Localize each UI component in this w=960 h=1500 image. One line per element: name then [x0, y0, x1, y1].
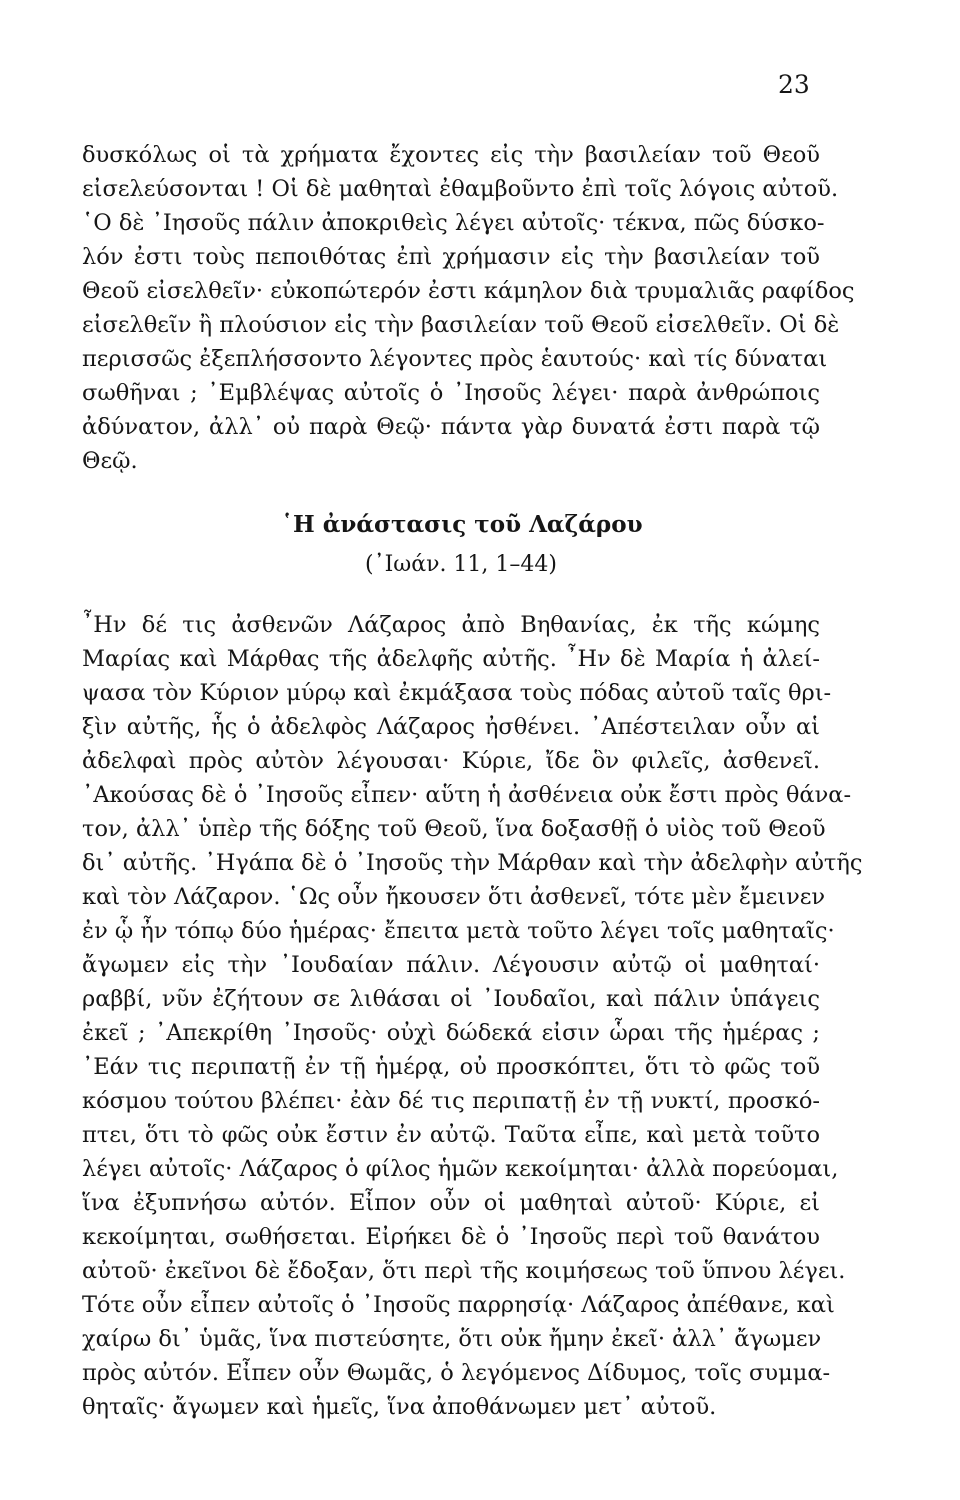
text-line: ᾿Εάν τις περιπατῇ ἐν τῇ ἡμέρᾳ, οὐ προσκόπτει, ὅτι τὸ φῶς τοῦ — [82, 1054, 820, 1080]
text-line: περισσῶς ἐξεπλήσσοντο λέγοντες πρὸς ἑαυτούς· καὶ τίς δύναται — [82, 346, 828, 372]
text-line: ἵνα ἐξυπνήσω αὐτόν. Εἶπον οὖν οἱ μαθηταὶ αὐτοῦ· Κύριε, εἰ — [82, 1190, 820, 1216]
page-number: 23 — [778, 70, 810, 99]
text-line: ῾Ο δὲ ᾿Ιησοῦς πάλιν ἀποκριθεὶς λέγει αὐτοῖς· τέκνα, πῶς δύσκο- — [82, 210, 825, 236]
text-line: ραββί, νῦν ἐζήτουν σε λιθάσαι οἱ ᾿Ιουδαῖοι, καὶ πάλιν ὑπάγεις — [82, 986, 820, 1012]
text-line: τον, ἀλλ᾿ ὑπὲρ τῆς δόξης τοῦ Θεοῦ, ἵνα δοξασθῇ ὁ υἱὸς τοῦ Θεοῦ — [82, 816, 826, 842]
text-line: λέγει αὐτοῖς· Λάζαρος ὁ φίλος ἡμῶν κεκοίμηται· ἀλλὰ πορεύομαι, — [82, 1156, 839, 1182]
text-line: θηταῖς· ἄγωμεν καὶ ἡμεῖς, ἵνα ἀποθάνωμεν μετ᾿ αὐτοῦ. — [82, 1394, 717, 1420]
text-line: ξὶν αὐτῆς, ἧς ὁ ἀδελφὸς Λάζαρος ἠσθένει. ᾿Απέστειλαν οὖν αἱ — [82, 714, 820, 740]
text-line: Θεῷ. — [82, 448, 138, 474]
text-line: ἐν ᾧ ἦν τόπῳ δύο ἡμέρας· ἔπειτα μετὰ τοῦτο λέγει τοῖς μαθηταῖς· — [82, 918, 835, 944]
scripture-reference-text: (᾿Ιωάν. 11, 1–44) — [365, 552, 557, 577]
text-line: λόν ἐστι τοὺς πεποιθότας ἐπὶ χρήμασιν εἰς τὴν βασιλείαν τοῦ — [82, 244, 820, 270]
text-line: εἰσελεύσονται ! Οἱ δὲ μαθηταὶ ἐθαμβοῦντο ἐπὶ τοῖς λόγοις αὐτοῦ. — [82, 176, 839, 202]
text-line: ᾿Ακούσας δὲ ὁ ᾿Ιησοῦς εἶπεν· αὕτη ἡ ἀσθένεια οὐκ ἔστι πρὸς θάνα- — [82, 782, 852, 808]
text-line: χαίρω δι᾿ ὑμᾶς, ἵνα πιστεύσητε, ὅτι οὐκ ἤμην ἐκεῖ· ἀλλ᾿ ἄγωμεν — [82, 1326, 822, 1352]
text-line: πρὸς αὐτόν. Εἶπεν οὖν Θωμᾶς, ὁ λεγόμενος Δίδυμος, τοῖς συμμα- — [82, 1360, 831, 1386]
body-paragraph — [82, 608, 863, 1424]
text-line: ῏Ην δέ τις ἀσθενῶν Λάζαρος ἀπὸ Βηθανίας, ἐκ τῆς κώμης — [82, 612, 820, 638]
text-line: Θεοῦ εἰσελθεῖν· εὐκοπώτερόν ἐστι κάμηλον διὰ τρυμαλιᾶς ραφίδος — [82, 278, 855, 304]
text-line: αὐτοῦ· ἐκεῖνοι δὲ ἔδοξαν, ὅτι περὶ τῆς κοιμήσεως τοῦ ὕπνου λέγει. — [82, 1258, 846, 1284]
text-line: δυσκόλως οἱ τὰ χρήματα ἔχοντες εἰς τὴν βασιλείαν τοῦ Θεοῦ — [82, 142, 820, 168]
text-line: καὶ τὸν Λάζαρον. ῾Ως οὖν ἤκουσεν ὅτι ἀσθενεῖ, τότε μὲν ἔμεινεν — [82, 884, 826, 910]
text-line: ἀδύνατον, ἀλλ᾿ οὐ παρὰ Θεῷ· πάντα γὰρ δυνατά ἐστι παρὰ τῷ — [82, 414, 820, 440]
text-line: εἰσελθεῖν ἢ πλούσιον εἰς τὴν βασιλείαν τοῦ Θεοῦ εἰσελθεῖν. Οἱ δὲ — [82, 312, 840, 338]
text-line: ψασα τὸν Κύριον μύρῳ καὶ ἐκμάξασα τοὺς πόδας αὐτοῦ ταῖς θρι- — [82, 680, 832, 706]
text-line: σωθῆναι ; ᾿Εμβλέψας αὐτοῖς ὁ ᾿Ιησοῦς λέγει· παρὰ ἀνθρώποις — [82, 380, 820, 406]
text-line: Τότε οὖν εἶπεν αὐτοῖς ὁ ᾿Ιησοῦς παρρησίᾳ· Λάζαρος ἀπέθανε, καὶ — [82, 1292, 835, 1318]
text-line: πτει, ὅτι τὸ φῶς οὐκ ἔστιν ἐν αὐτῷ. Ταῦτα εἶπε, καὶ μετὰ τοῦτο — [82, 1122, 820, 1148]
text-line: κόσμου τούτου βλέπει· ἐὰν δέ τις περιπατῇ ἐν τῇ νυκτί, προσκό- — [82, 1088, 820, 1114]
intro-paragraph — [82, 138, 855, 478]
section-title-text: ῾Η ἀνάστασις τοῦ Λαζάρου — [281, 511, 643, 538]
text-line: ἐκεῖ ; ᾿Απεκρίθη ᾿Ιησοῦς· οὐχὶ δώδεκά εἰσιν ὧραι τῆς ἡμέρας ; — [82, 1020, 820, 1046]
text-line: δι᾿ αὐτῆς. ᾿Ηγάπα δὲ ὁ ᾿Ιησοῦς τὴν Μάρθαν καὶ τὴν ἀδελφὴν αὐτῆς — [82, 850, 863, 876]
text-line: κεκοίμηται, σωθήσεται. Εἰρήκει δὲ ὁ ᾿Ιησοῦς περὶ τοῦ θανάτου — [82, 1224, 820, 1250]
scripture-reference — [82, 548, 820, 582]
text-line: ἀδελφαὶ πρὸς αὐτὸν λέγουσαι· Κύριε, ἴδε ὃν φιλεῖς, ἀσθενεῖ. — [82, 748, 820, 774]
text-line: ἄγωμεν εἰς τὴν ᾿Ιουδαίαν πάλιν. Λέγουσιν αὐτῷ οἱ μαθηταί· — [82, 952, 820, 978]
text-line: Μαρίας καὶ Μάρθας τῆς ἀδελφῆς αὐτῆς. ῏Ην δὲ Μαρία ἡ ἀλεί- — [82, 646, 820, 672]
section-title — [82, 508, 820, 542]
